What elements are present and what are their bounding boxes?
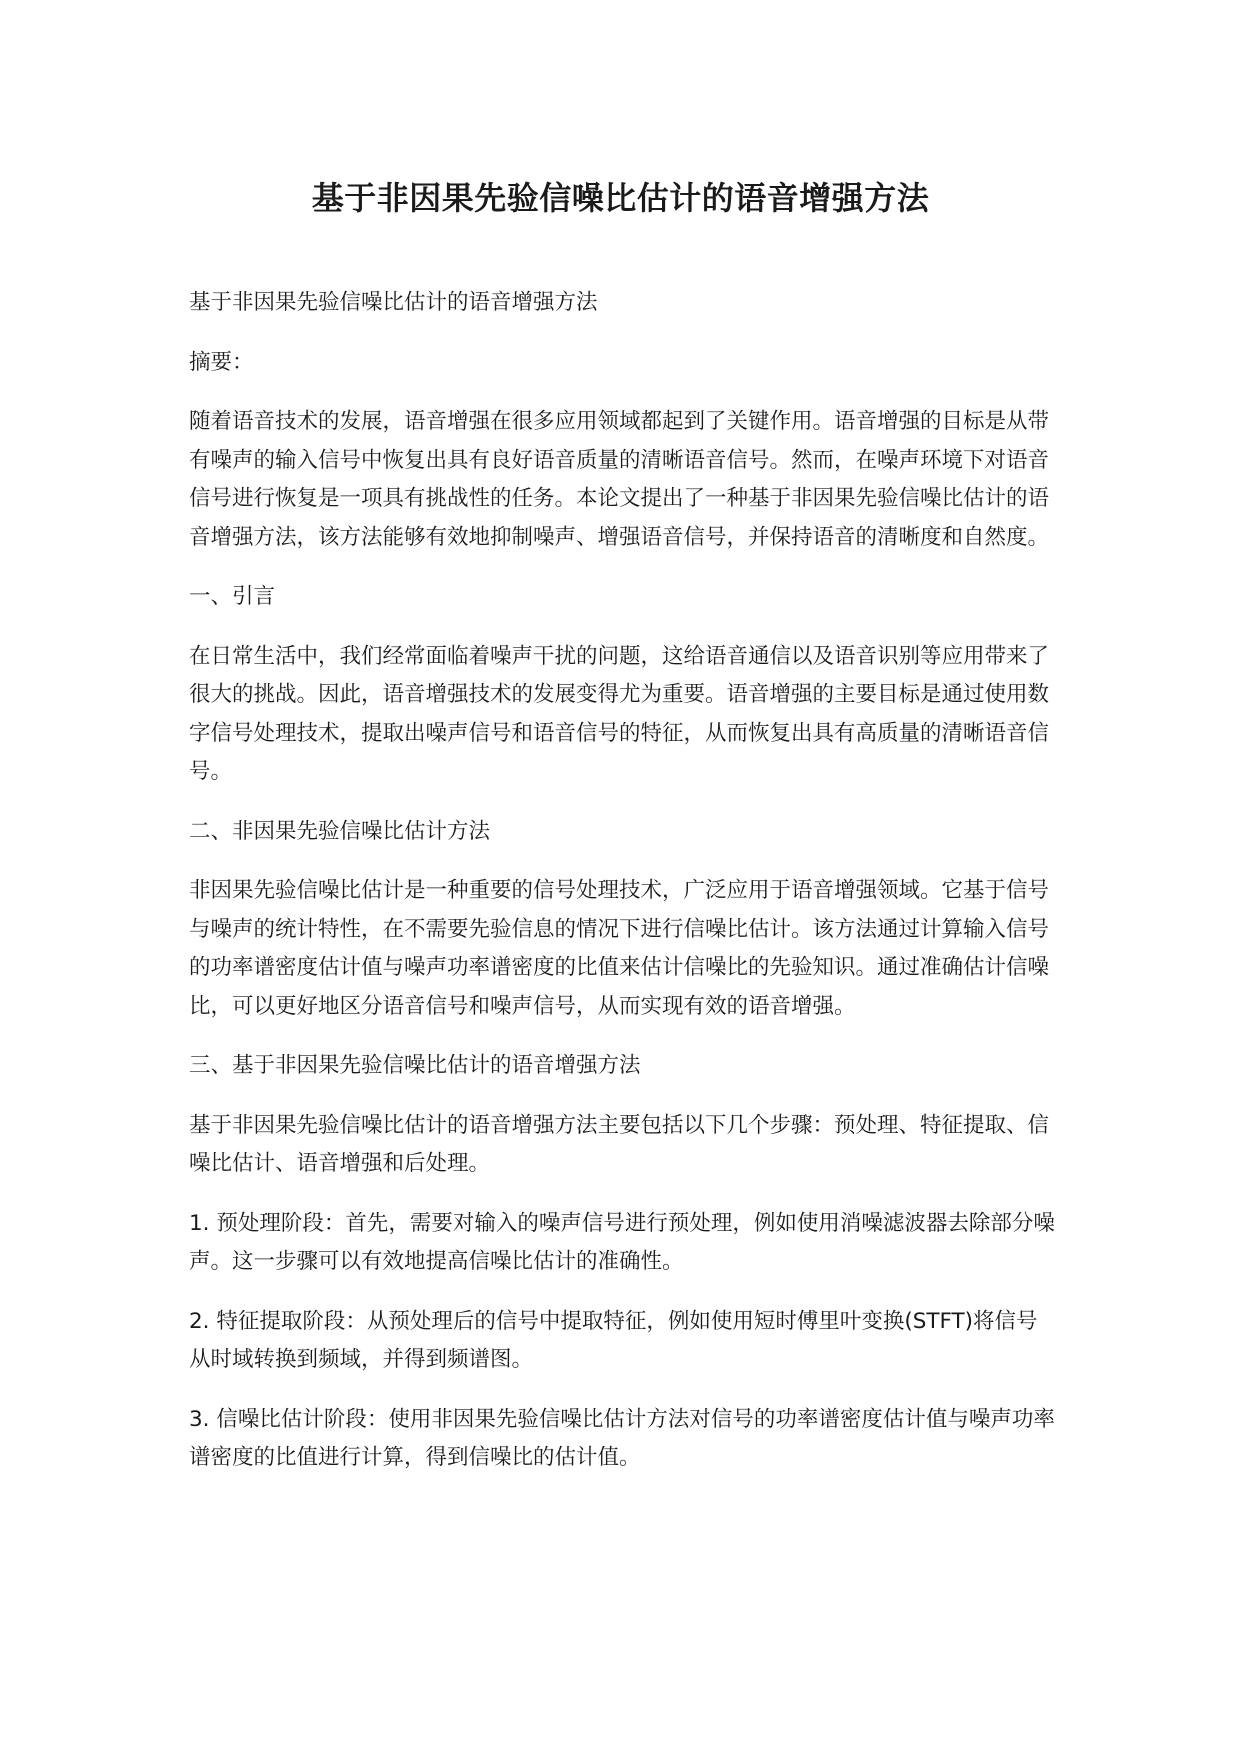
step-2-paragraph: 2. 特征提取阶段：从预处理后的信号中提取特征，例如使用短时傅里叶变换(STFT)将信号从时域转换到频域，并得到频谱图。 [189, 1308, 1038, 1372]
abstract-paragraph: 随着语音技术的发展，语音增强在很多应用领域都起到了关键作用。语音增强的目标是从带有噪声的输入信号中恢复出具有良好语音质量的清晰语音信号。然而，在噪声环境下对语音信号进行恢复是一项具有挑战性的任务。本论文提出了一种基于非因果先验信噪比估计的语音增强方法，该方法能够有效地抑制噪声、增强语音信号，并保持语音的清晰度和自然度。 [189, 409, 1050, 550]
document-title: 基于非因果先验信噪比估计的语音增强方法 [311, 179, 930, 217]
abstract-heading: 摘要： [189, 349, 254, 375]
enhancement-paragraph: 基于非因果先验信噪比估计的语音增强方法主要包括以下几个步骤：预处理、特征提取、信噪比估计、语音增强和后处理。 [189, 1112, 1050, 1176]
section-heading-introduction: 一、引言 [189, 584, 276, 609]
section-heading-enhancement: 三、基于非因果先验信噪比估计的语音增强方法 [189, 1053, 641, 1078]
step-3-paragraph: 3. 信噪比估计阶段：使用非因果先验信噪比估计方法对信号的功率谱密度估计值与噪声功率谱密度的比值进行计算，得到信噪比的估计值。 [189, 1406, 1055, 1470]
subtitle-paragraph: 基于非因果先验信噪比估计的语音增强方法 [189, 290, 598, 315]
introduction-paragraph: 在日常生活中，我们经常面临着噪声干扰的问题，这给语音通信以及语音识别等应用带来了很大的挑战。因此，语音增强技术的发展变得尤为重要。语音增强的主要目标是通过使用数字信号处理技术，提取出噪声信号和语音信号的特征，从而恢复出具有高质量的清晰语音信号。 [189, 643, 1050, 784]
document-body [189, 284, 1059, 1499]
step-1-paragraph: 1. 预处理阶段：首先，需要对输入的噪声信号进行预处理，例如使用消噪滤波器去除部分噪声。这一步骤可以有效地提高信噪比估计的准确性。 [189, 1210, 1055, 1274]
method-paragraph: 非因果先验信噪比估计是一种重要的信号处理技术，广泛应用于语音增强领域。它基于信号与噪声的统计特性，在不需要先验信息的情况下进行信噪比估计。该方法通过计算输入信号的功率谱密度估计值与噪声功率谱密度的比值来估计信噪比的先验知识。通过准确估计信噪比，可以更好地区分语音信号和噪声信号，从而实现有效的语音增强。 [189, 878, 1050, 1019]
section-heading-method: 二、非因果先验信噪比估计方法 [189, 818, 491, 844]
